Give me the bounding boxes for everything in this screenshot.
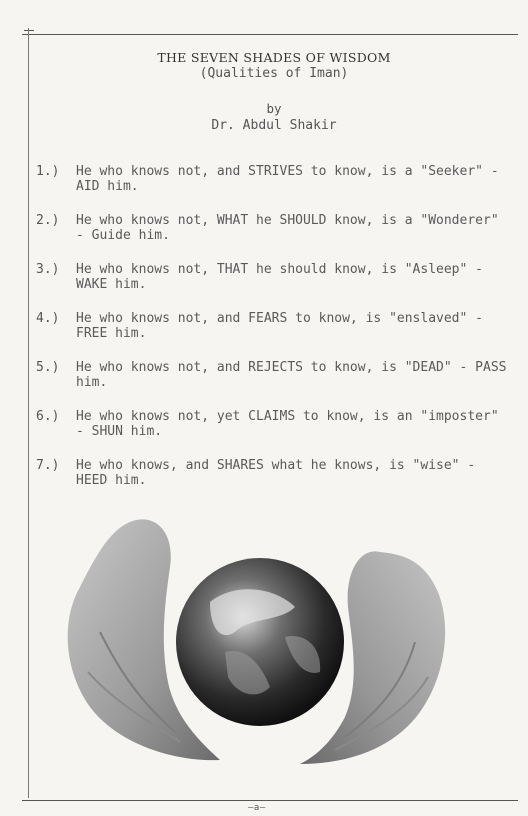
item-text: He who knows not, THAT he should know, is "Asleep" - WAKE him.: [76, 262, 483, 292]
item-text: He who knows not, WHAT he SHOULD know, is a "Wonderer" - Guide him.: [76, 213, 499, 243]
item-number: 1.): [36, 164, 60, 179]
document-subtitle: (Qualities of Iman): [199, 66, 349, 81]
item-number: 6.): [36, 409, 60, 424]
item-number: 7.): [36, 458, 60, 473]
list-item: [36, 164, 512, 194]
hands-holding-globe-icon: [60, 512, 460, 767]
list-item: [36, 458, 512, 488]
item-number: 2.): [36, 213, 60, 228]
corner-tick: [24, 30, 34, 31]
list-item: [36, 311, 512, 341]
item-text: He who knows not, and STRIVES to know, is a "Seeker" - AID him.: [76, 164, 499, 194]
document-title: THE SEVEN SHADES OF WISDOM: [157, 50, 391, 65]
item-text: He who knows, and SHARES what he knows, is "wise" - HEED him.: [76, 458, 476, 488]
left-rule: [28, 28, 29, 798]
item-number: 4.): [36, 311, 60, 326]
item-number: 3.): [36, 262, 60, 277]
item-number: 5.): [36, 360, 60, 375]
list-item: [36, 262, 512, 292]
top-rule: [22, 34, 518, 35]
title-block: [40, 50, 508, 133]
bottom-rule: [22, 800, 518, 801]
item-text: He who knows not, and REJECTS to know, is "DEAD" - PASS him.: [76, 360, 507, 390]
item-text: He who knows not, yet CLAIMS to know, is an "imposter" - SHUN him.: [76, 409, 499, 439]
list-item: [36, 409, 512, 439]
author-name: Dr. Abdul Shakir: [211, 118, 337, 133]
wisdom-list: [36, 164, 512, 507]
page-number: —a—: [248, 803, 266, 813]
list-item: [36, 213, 512, 243]
list-item: [36, 360, 512, 390]
by-line: by: [266, 101, 282, 116]
item-text: He who knows not, and FEARS to know, is "enslaved" - FREE him.: [76, 311, 483, 341]
